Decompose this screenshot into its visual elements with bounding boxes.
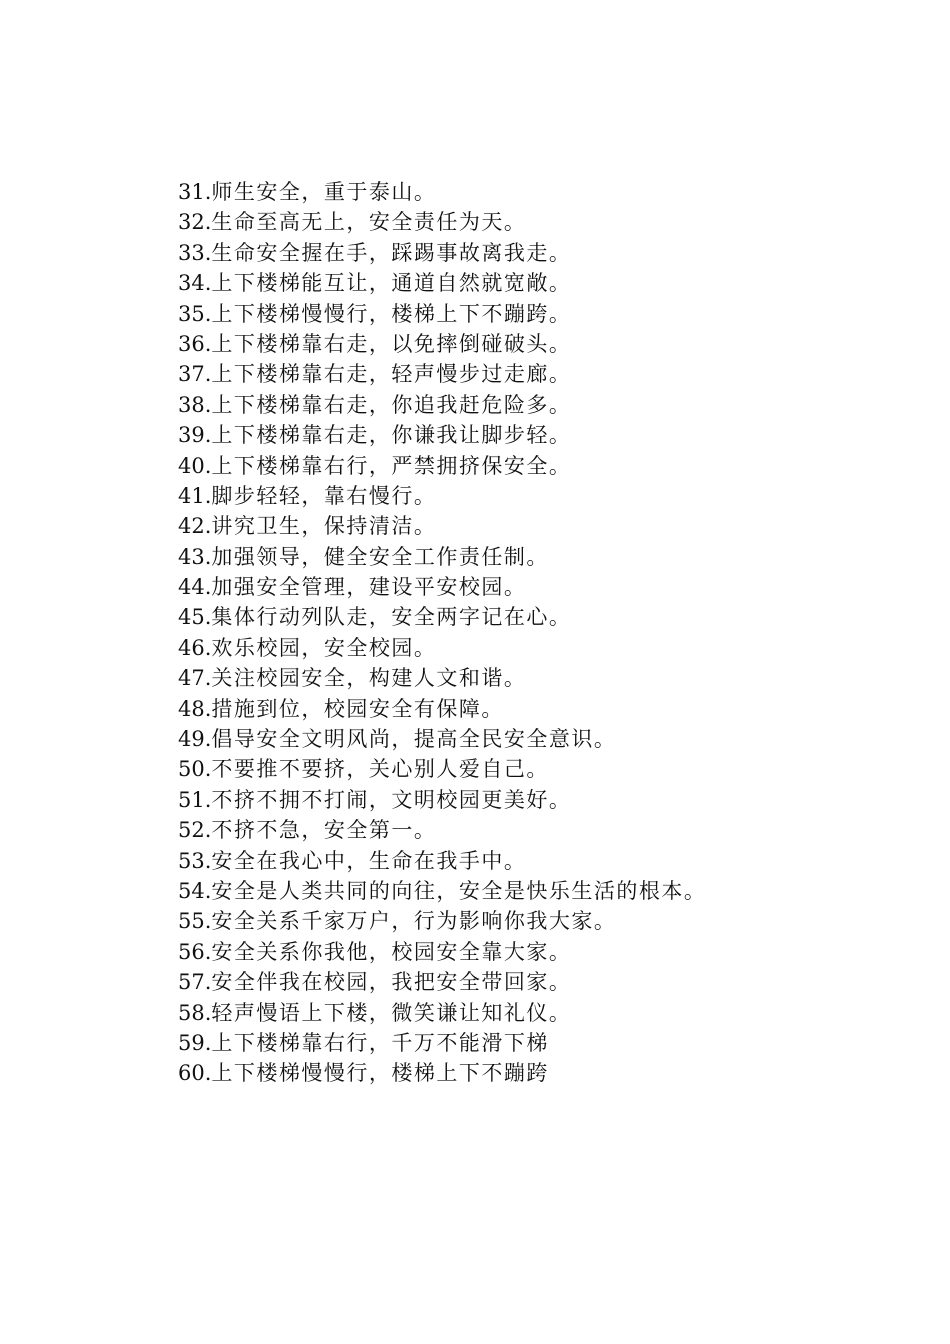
item-text: 加强安全管理，建设平安校园。: [211, 575, 527, 600]
item-text: 轻声慢语上下楼，微笑谦让知礼仪。: [211, 1000, 572, 1025]
list-item: [178, 663, 706, 693]
item-text: 上下楼梯靠右走，轻声慢步过走廊。: [211, 362, 572, 387]
item-text: 安全是人类共同的向往，安全是快乐生活的根本。: [211, 878, 707, 903]
list-item: [178, 694, 706, 724]
item-number: 33.: [178, 240, 212, 265]
list-item: [178, 906, 706, 936]
item-number: 56.: [178, 939, 212, 964]
item-text: 安全伴我在校园，我把安全带回家。: [211, 970, 572, 995]
item-number: 52.: [178, 818, 212, 843]
item-number: 47.: [178, 666, 212, 691]
list-item: [178, 238, 706, 268]
item-text: 上下楼梯慢慢行，楼梯上下不蹦跨。: [211, 301, 572, 326]
item-number: 39.: [178, 423, 212, 448]
list-item: [178, 967, 706, 997]
list-item: [178, 572, 706, 602]
item-number: 43.: [178, 544, 212, 569]
item-number: 46.: [178, 635, 212, 660]
item-text: 师生安全，重于泰山。: [211, 180, 437, 204]
item-text: 措施到位，校园安全有保障。: [211, 696, 504, 721]
item-number: 40.: [178, 453, 212, 478]
item-text: 安全在我心中，生命在我手中。: [211, 848, 527, 873]
list-item: [178, 268, 706, 298]
list-item: [178, 876, 706, 906]
item-number: 48.: [178, 696, 212, 721]
list-item: [178, 998, 706, 1028]
item-number: 55.: [178, 909, 212, 934]
item-text: 上下楼梯靠右行，严禁拥挤保安全。: [211, 453, 572, 478]
item-text: 加强领导，健全安全工作责任制。: [211, 544, 549, 569]
item-number: 45.: [178, 605, 212, 630]
list-item: [178, 846, 706, 876]
list-item: [178, 390, 706, 420]
item-text: 不要推不要挤，关心别人爱自己。: [211, 757, 549, 782]
list-item: [178, 602, 706, 632]
item-text: 安全关系你我他，校园安全靠大家。: [211, 939, 572, 964]
list-item: [178, 481, 706, 511]
list-item: [178, 815, 706, 845]
list-item: [178, 451, 706, 481]
item-number: 53.: [178, 848, 212, 873]
list-item: [178, 1028, 706, 1058]
list-item: [178, 329, 706, 359]
item-text: 欢乐校园，安全校园。: [211, 635, 437, 660]
list-item: [178, 511, 706, 541]
item-number: 49.: [178, 727, 212, 752]
list-item: [178, 542, 706, 572]
item-text: 上下楼梯能互让，通道自然就宽敞。: [211, 271, 572, 296]
list-item: [178, 359, 706, 389]
item-number: 54.: [178, 878, 212, 903]
item-number: 41.: [178, 483, 212, 508]
item-text: 集体行动列队走，安全两字记在心。: [211, 605, 572, 630]
item-text: 生命安全握在手，踩踢事故离我走。: [211, 240, 572, 265]
item-number: 58.: [178, 1000, 212, 1025]
slogan-list: [178, 177, 706, 1089]
list-item: [178, 299, 706, 329]
item-number: 31.: [178, 180, 212, 204]
list-item: [178, 207, 706, 237]
item-text: 上下楼梯靠右走，以免摔倒碰破头。: [211, 331, 572, 356]
item-number: 35.: [178, 301, 212, 326]
list-item: [178, 754, 706, 784]
item-text: 脚步轻轻，靠右慢行。: [211, 483, 437, 508]
item-text: 上下楼梯靠右行，千万不能滑下梯: [211, 1030, 549, 1055]
item-number: 44.: [178, 575, 212, 600]
item-number: 57.: [178, 970, 212, 995]
item-number: 51.: [178, 787, 212, 812]
item-text: 讲究卫生，保持清洁。: [211, 514, 437, 539]
item-number: 34.: [178, 271, 212, 296]
list-item: [178, 633, 706, 663]
item-text: 上下楼梯靠右走，你追我赶危险多。: [211, 392, 572, 417]
list-item: [178, 785, 706, 815]
item-text: 生命至高无上，安全责任为天。: [211, 210, 527, 235]
item-number: 32.: [178, 210, 212, 235]
list-item: [178, 177, 706, 207]
item-text: 关注校园安全，构建人文和谐。: [211, 666, 527, 691]
list-item: [178, 420, 706, 450]
item-text: 上下楼梯慢慢行，楼梯上下不蹦跨: [211, 1061, 549, 1086]
item-number: 60.: [178, 1061, 212, 1086]
item-text: 倡导安全文明风尚，提高全民安全意识。: [211, 727, 617, 752]
item-text: 不挤不急，安全第一。: [211, 818, 437, 843]
list-item: [178, 937, 706, 967]
item-number: 38.: [178, 392, 212, 417]
item-text: 不挤不拥不打闹，文明校园更美好。: [211, 787, 572, 812]
item-number: 42.: [178, 514, 212, 539]
item-number: 50.: [178, 757, 212, 782]
item-text: 安全关系千家万户，行为影响你我大家。: [211, 909, 617, 934]
item-number: 59.: [178, 1030, 212, 1055]
item-number: 37.: [178, 362, 212, 387]
item-number: 36.: [178, 331, 212, 356]
list-item: [178, 724, 706, 754]
item-text: 上下楼梯靠右走，你谦我让脚步轻。: [211, 423, 572, 448]
list-item: [178, 1058, 706, 1088]
